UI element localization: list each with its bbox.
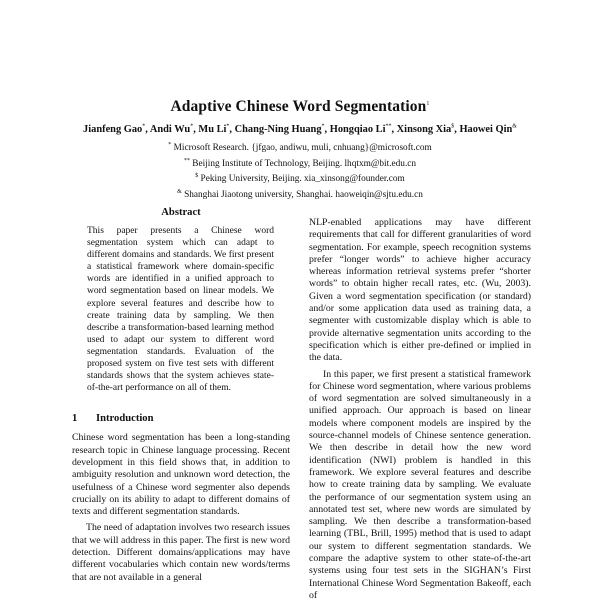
author-list	[0, 124, 600, 135]
section-heading-introduction	[72, 413, 290, 424]
author-mark: *	[190, 124, 194, 130]
affiliation-2	[0, 170, 600, 186]
right-column	[309, 217, 531, 602]
affiliation-mark: $	[195, 173, 199, 179]
author-separator: ,	[454, 124, 460, 136]
author-mark: $	[451, 124, 455, 130]
right-paragraph-1: NLP-enabled applications may have different requirements that call for different granularities of word segmentation. For example, speech recognition systems prefer “longer words” to achieve higher accuracy whereas information retrieval systems prefer “shorter words” to obtain higher recall rates, etc. (Wu, 2003). Given a word segmentation specification (or standard) and/or some application data used as training data, a segmenter with customizable display which is able to provide alternative segmentation units according to the specification which is either pre-defined or implied in the data.	[309, 217, 531, 364]
author-separator: ,	[324, 124, 330, 136]
author-mark: **	[385, 124, 392, 130]
affiliation-0	[0, 139, 600, 155]
author-separator: ,	[193, 124, 199, 136]
author-mark: *	[321, 124, 325, 130]
author-0	[83, 124, 150, 135]
author-1	[150, 124, 199, 135]
title-footnote-mark: 1	[426, 100, 430, 107]
author-2	[198, 124, 234, 135]
author-name: Hongqiao Li	[329, 124, 386, 136]
author-6	[459, 124, 517, 135]
author-name: Haowei Qin	[459, 124, 513, 136]
author-mark: *	[142, 124, 146, 130]
author-name: Chang-Ning Huang	[234, 124, 322, 136]
right-paragraph-2: In this paper, we first present a statistical framework for Chinese word segmentation, where various problems of word segmentation are solved simultaneously in a unified approach. Our approach is based on linear models where component models are inspired by the source-channel models of Chinese sentence generation. We then describe in detail how the new word identification (NWI) problem is handled in this framework. We explore several features and describe how to create training data by sampling. We evaluate the performance of our segmentation system using an annotated test set, where new words are simulated by sampling. We then describe a transformation-based learning (TBL, Brill, 1995) method that is used to adapt our system to different segmentation standards. We compare the adaptive system to other state-of-the-art systems using four test sets in the SIGHAN’s First International Chinese Word Segmentation Bakeoff, each of	[309, 368, 531, 601]
affiliation-list	[0, 139, 600, 201]
affiliation-mark: *	[168, 142, 172, 148]
affiliation-text: Shanghai Jiaotong university, Shanghai. haoweiqin@sjtu.edu.cn	[181, 189, 423, 200]
author-separator: ,	[145, 124, 150, 136]
abstract-text: This paper presents a Chinese word segmentation system which can adapt to different domains and standards. We first present a statistical framework where domain-specific words are identified in a unified approach to word segmentation based on linear models. We explore several features and describe how to create training data by sampling. We then describe a transformation-based learning method used to adapt our system to different word segmentation standards. Evaluation of the proposed system on five test sets with different standards shows that the system achieves state- of-the-art performance on all of them.	[87, 226, 274, 394]
paper-title	[0, 98, 600, 116]
section-number: 1	[72, 413, 78, 425]
author-name: Mu Li	[198, 124, 227, 136]
author-3	[235, 124, 330, 135]
affiliation-mark: **	[183, 157, 190, 164]
abstract-heading: Abstract	[161, 207, 201, 218]
author-name: Xinsong Xia	[396, 124, 452, 136]
affiliation-3	[0, 186, 600, 202]
section-title: Introduction	[96, 413, 154, 425]
affiliation-1	[0, 155, 600, 171]
affiliation-text: Beijing Institute of Technology, Beijing. lhqtxm@bit.edu.cn	[189, 158, 417, 169]
author-5	[397, 124, 460, 135]
author-mark: *	[226, 124, 230, 130]
author-name: Jianfeng Gao	[83, 124, 143, 136]
author-separator: ,	[229, 124, 235, 136]
intro-paragraph-1: Chinese word segmentation has been a long-standing research topic in Chinese language processing. Recent development in this field shows that, in addition to ambiguity resolution and unknown word detection, the usefulness of a Chinese word segmenter also depends crucially on its ability to adapt to different domains of texts and different segmentation standards.	[72, 432, 290, 518]
affiliation-text: Peking University, Beijing. xia_xinsong@founder.com	[198, 174, 405, 185]
paper-title-text: Adaptive Chinese Word Segmentation	[170, 98, 427, 115]
author-4	[330, 124, 397, 135]
author-separator: ,	[391, 124, 397, 136]
affiliation-mark: &	[177, 188, 182, 195]
author-mark: &	[512, 124, 517, 130]
intro-paragraph-2: The need of adaptation involves two research issues that we will address in this paper. The first is new word detection. Different domains/applications may have different vocabularies which contain new words/terms that are not available in a general	[72, 522, 290, 583]
affiliation-text: Microsoft Research. {jfgao, andiwu, muli, cnhuang}@microsoft.com	[171, 143, 432, 154]
author-name: Andi Wu	[149, 124, 191, 136]
left-column	[72, 207, 290, 584]
